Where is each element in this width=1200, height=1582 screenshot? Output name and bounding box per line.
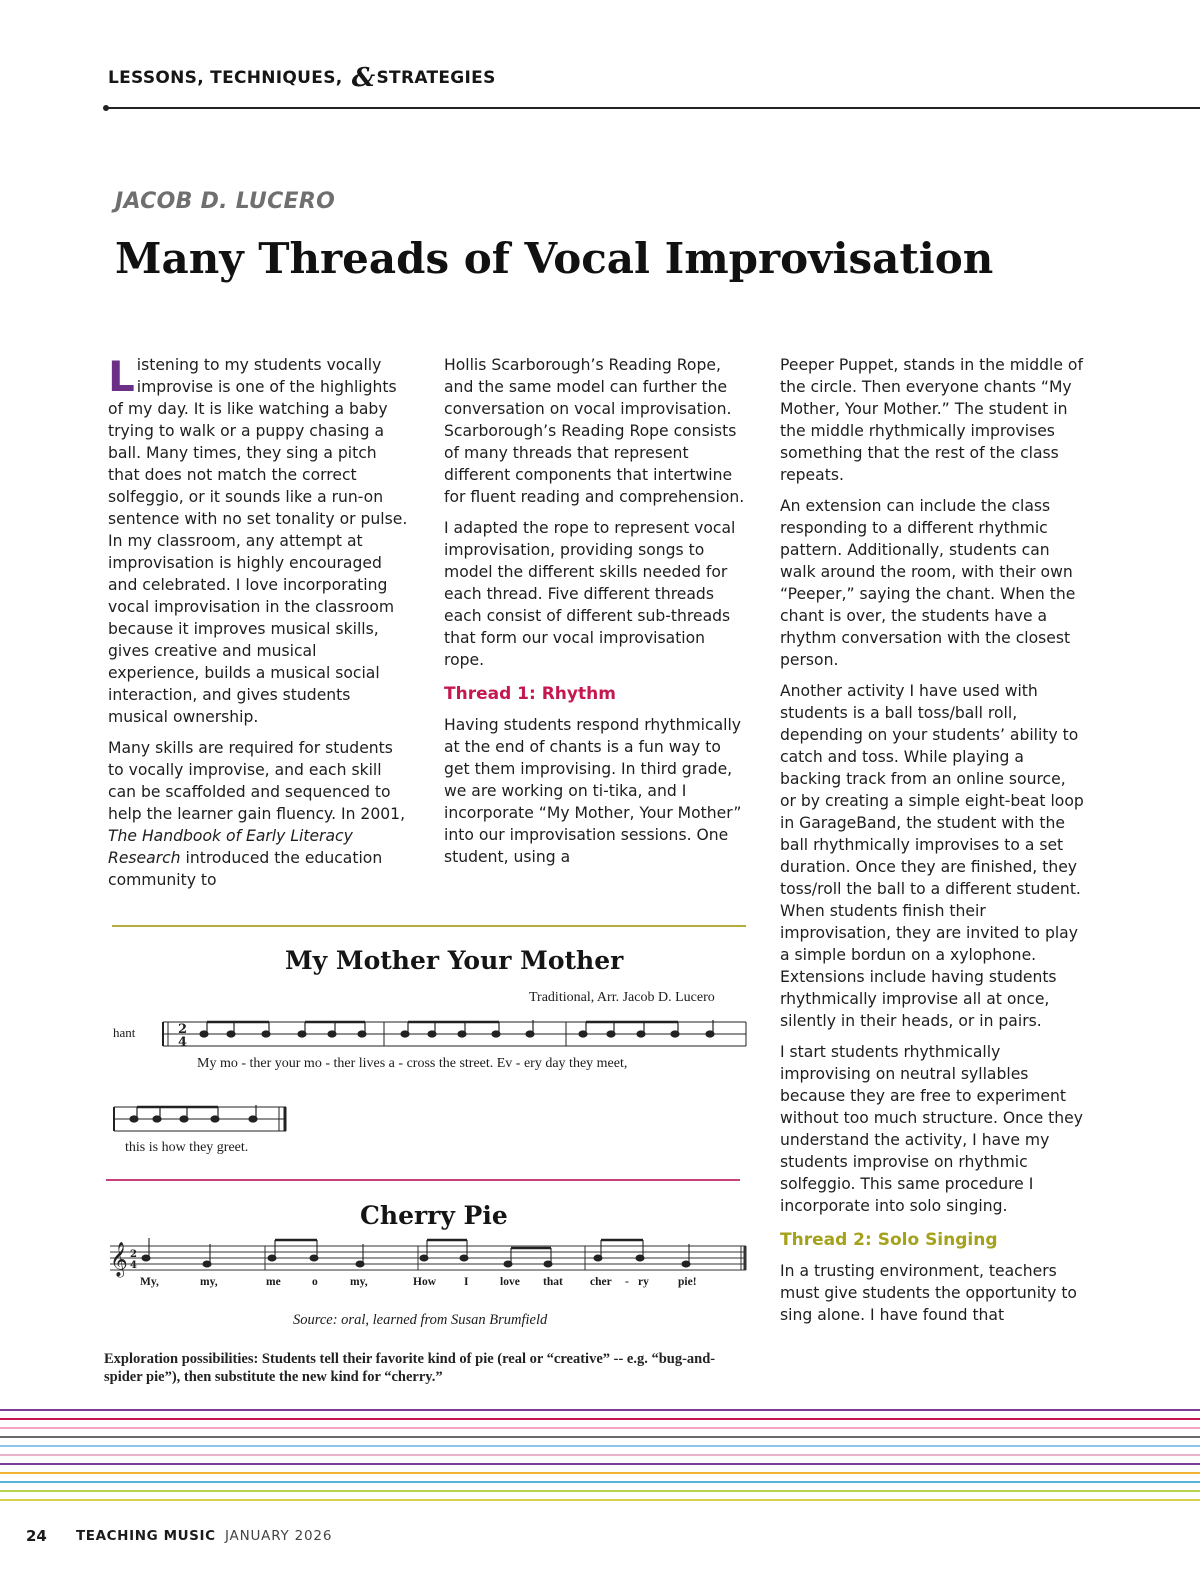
song-source: Source: oral, learned from Susan Brumfield <box>293 1312 548 1328</box>
song-arranger: Traditional, Arr. Jacob D. Lucero <box>529 990 715 1005</box>
svg-text:2: 2 <box>130 1249 137 1260</box>
lyrics-line-2: this is how they greet. <box>125 1140 249 1155</box>
svg-text:4: 4 <box>178 1035 188 1050</box>
exploration-text: Students tell their favorite kind of pie (real or “creative” -- e.g. “bug-and-spider pie”), then substitute the new kind for “cherry.” <box>104 1351 716 1385</box>
paragraph: Hollis Scarborough’s Reading Rope, and the same model can further the conversation on vocal improvisation. Scarborough’s Reading Rope consists of many threads that represent different components that intertwine for fluent reading and comprehension. <box>444 356 745 506</box>
paragraph-text: introduced the education community to <box>108 849 383 889</box>
magazine-name: TEACHING MUSIC <box>76 1528 216 1544</box>
article-title: Many Threads of Vocal Improvisation <box>115 234 994 283</box>
section-label-part1: LESSONS, TECHNIQUES, <box>108 68 349 88</box>
lyric-syllable: - <box>625 1276 629 1288</box>
thread-1-heading: Thread 1: Rhythm <box>444 684 616 704</box>
book-title: The Handbook of Early Literacy Research <box>108 827 353 867</box>
lyric-syllable: love <box>500 1276 520 1288</box>
section-ampersand: & <box>351 63 376 93</box>
paragraph: I start students rhythmically improvising on neutral syllables because they are free to experiment without too much structure. Once they understand the activity, I have my students improvise on rhythmic solfeggio. This same procedure I incorporate into solo singing. <box>780 1043 1083 1215</box>
lyric-syllable: me <box>266 1276 281 1288</box>
paragraph-text: istening to my students vocally improvise is one of the highlights of my day. It is like watching a baby trying to walk or a puppy chasing a ball. Many times, they sing a pitch that does not match the correct solfeggio, or it sounds like a run-on sentence with no set tonality or pulse. In my classroom, any attempt at improvisation is highly encouraged and celebrated. I love incorporating vocal improvisation in the classroom because it improves musical skills, gives creative and musical experience, builds a musical social interaction, and gives students musical ownership. <box>108 356 408 726</box>
svg-text:𝄞: 𝄞 <box>110 1242 128 1277</box>
paragraph: In a trusting environment, teachers must give students the opportunity to sing alone. I have found that <box>780 1262 1077 1324</box>
song-title-cherry-pie: Cherry Pie <box>360 1201 508 1230</box>
issue-date: JANUARY 2026 <box>225 1528 333 1544</box>
song-title-my-mother: My Mother Your Mother <box>285 946 624 975</box>
paragraph: I adapted the rope to represent vocal improvisation, providing songs to model the different skills needed for each thread. Five different threads each consist of different sub-threads that form our vocal improvisation rope. <box>444 519 736 669</box>
page-number: 24 <box>26 1527 47 1545</box>
cherry-pie-notes <box>142 1238 690 1267</box>
paragraph: Having students respond rhythmically at the end of chants is a fun way to get them improvising. In third grade, we are working on ti-tika, and I incorporate “My Mother, Your Mother” into our improvisation sessions. One student, using a <box>444 716 742 866</box>
lyric-syllable: I <box>464 1276 469 1288</box>
exploration-note <box>104 1350 744 1386</box>
lyric-syllable: cher <box>590 1276 612 1288</box>
paragraph: Peeper Puppet, stands in the middle of the circle. Then everyone chants “My Mother, Your Mother.” The student in the middle rhythmically improvises something that the rest of the class repeats. <box>780 356 1083 484</box>
rhythm-staff-2 <box>114 1107 286 1131</box>
lyric-syllable: pie! <box>678 1276 697 1288</box>
lyrics-line-1: My mo - ther your mo - ther lives a - cross the street. Ev - ery day they meet, <box>197 1056 628 1071</box>
paragraph: An extension can include the class responding to a different rhythmic pattern. Additionally, students can walk around the room, with their own “Peeper,” saying the chant. When the chant is over, the students have a rhythm conversation with the closest person. <box>780 497 1076 669</box>
lyric-syllable: ry <box>638 1276 649 1288</box>
decorative-stripes <box>0 1410 1200 1500</box>
lyric-syllable: that <box>543 1276 563 1288</box>
figure-divider-pink <box>106 1179 740 1181</box>
lyric-syllable: My, <box>140 1276 159 1288</box>
author-byline: JACOB D. LUCERO <box>115 189 336 214</box>
lyric-syllable: o <box>312 1276 318 1288</box>
svg-text:2: 2 <box>178 1022 188 1037</box>
lyric-syllable: my, <box>200 1276 218 1288</box>
paragraph-text: Many skills are required for students to vocally improvise, and each skill can be scaffolded and sequenced to help the learner gain fluency. In 2001, <box>108 739 406 823</box>
section-label-part2: STRATEGIES <box>376 68 496 88</box>
lyric-syllable: How <box>413 1276 436 1288</box>
thread-2-heading: Thread 2: Solo Singing <box>780 1230 998 1250</box>
part-label: hant <box>113 1025 136 1040</box>
exploration-label: Exploration possibilities: <box>104 1351 259 1367</box>
lyric-syllable: my, <box>350 1276 368 1288</box>
paragraph: Another activity I have used with students is a ball toss/ball roll, depending on your students’ ability to catch and toss. While playing a backing track from an online source, or by creating a simple eight-beat loop in GarageBand, the student with the ball rhythmically improvises to a set duration. Once they are finished, they toss/roll the ball to a different student. When students finish their improvisation, they are invited to play a simple bordun on a xylophone. Extensions include having students rhythmically improvise all at once, silently in their heads, or in pairs. <box>780 682 1084 1030</box>
rhythm-staff-1 <box>163 1022 746 1050</box>
svg-text:4: 4 <box>130 1260 137 1271</box>
drop-cap: L <box>108 352 135 401</box>
